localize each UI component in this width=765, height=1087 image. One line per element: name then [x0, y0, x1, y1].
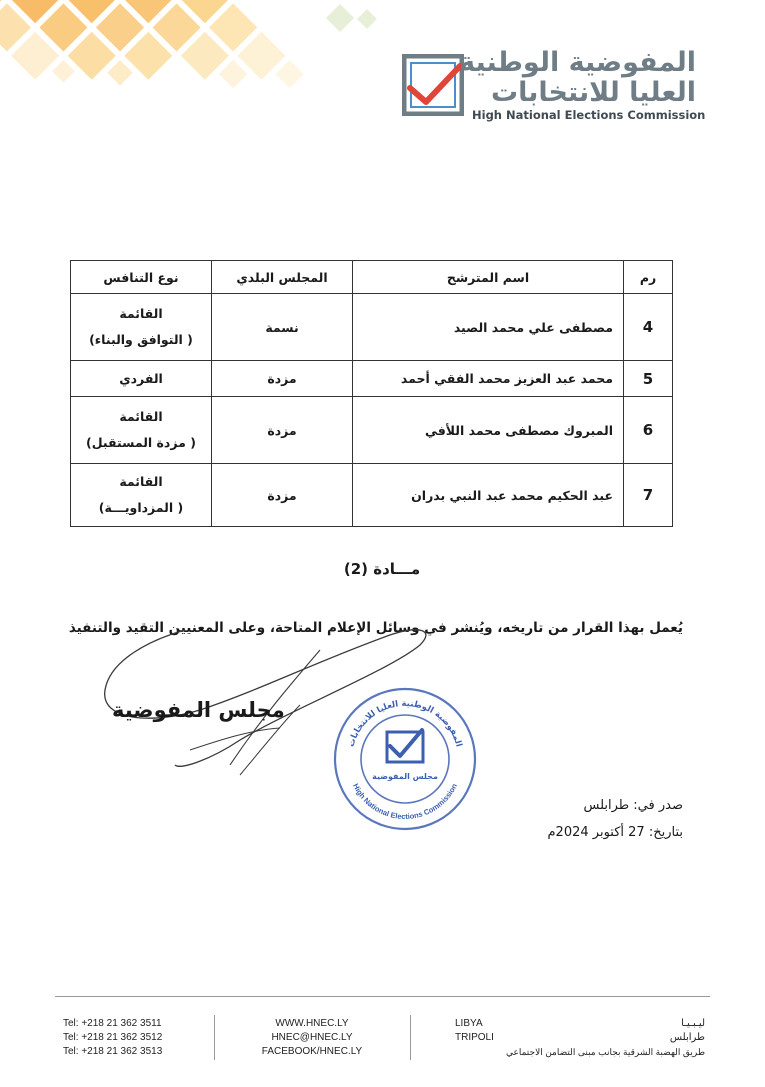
org-name-ar-line1: المفوضية الوطنية	[459, 47, 696, 78]
stamp-inner-ar: مجلس المفوضية	[372, 772, 438, 781]
footer-address-ar	[505, 1017, 705, 1059]
official-stamp	[330, 684, 480, 834]
footer-divider	[55, 996, 710, 997]
svg-text:High National Elections Commis	[351, 782, 459, 821]
table-row	[71, 397, 673, 464]
footer-phones	[63, 1017, 162, 1059]
org-name-ar-line2: العليا للانتخابات	[490, 77, 696, 108]
council-name: مزدة	[212, 397, 353, 464]
council-name: مزدة	[212, 464, 353, 527]
competition-type	[71, 397, 212, 464]
article-text: يُعمل بهذا القرار من تاريخه، ويُنشر في وسائل الإعلام المتاحة، وعلى المعنيين التقيد والتنفيذ	[68, 620, 683, 636]
competition-type-line1: القائمة	[119, 409, 163, 424]
council-name: نسمة	[212, 294, 353, 361]
header-competition-type: نوع التنافس	[71, 261, 212, 294]
competition-type-line2: ( التوافق والبناء)	[89, 332, 193, 347]
candidates-table	[70, 260, 673, 527]
competition-type-line2: ( المزداويـــة)	[98, 500, 184, 515]
hnec-logo	[402, 47, 706, 127]
stamp-ring-en: High National Elections Commission	[351, 782, 459, 822]
footer-separator	[214, 1015, 215, 1060]
website-link[interactable]: WWW.HNEC.LY	[275, 1018, 349, 1029]
email-link[interactable]: HNEC@HNEC.LY	[271, 1032, 353, 1043]
footer-web	[252, 1017, 372, 1059]
candidate-name: عبد الحكيم محمد عبد النبي بدران	[353, 464, 624, 527]
row-number: 4	[624, 294, 673, 361]
facebook-link[interactable]: FACEBOOK/HNEC.LY	[261, 1046, 363, 1057]
competition-type-line1: القائمة	[119, 474, 163, 489]
phone-2: Tel: +218 21 362 3512	[63, 1032, 163, 1043]
issued-place: صدر في: طرابلس	[583, 798, 683, 813]
competition-type-line2: ( مزدة المستقبل)	[86, 435, 196, 450]
address-country-ar: ليـبـيـا	[681, 1018, 705, 1029]
competition-type-line1: القائمة	[119, 306, 163, 321]
address-street-ar: طريق الهضبة الشرقية بجانب مبنى التضامن الاجتماعي	[505, 1047, 705, 1057]
row-number: 7	[624, 464, 673, 527]
council-name: مزدة	[212, 361, 353, 397]
table-row	[71, 464, 673, 527]
org-name-en: High National Elections Commission	[472, 108, 706, 122]
competition-type	[71, 464, 212, 527]
footer-address-en	[455, 1017, 494, 1045]
table-header-row	[71, 261, 673, 294]
header-council: المجلس البلدي	[212, 261, 353, 294]
issued-date: بتاريخ: 27 أكتوبر 2024م	[547, 825, 683, 840]
phone-3: Tel: +218 21 362 3513	[63, 1046, 163, 1057]
candidate-name: محمد عبد العزيز محمد الفقي أحمد	[353, 361, 624, 397]
header-number: رم	[624, 261, 673, 294]
table-row	[71, 361, 673, 397]
decorative-pattern	[0, 0, 400, 300]
competition-type	[71, 361, 212, 397]
ballot-check-icon	[402, 54, 464, 116]
issued-block	[547, 792, 683, 846]
article-title: مـــادة (2)	[343, 560, 421, 578]
address-city-ar: طرابلس	[669, 1032, 705, 1043]
candidate-name: مصطفى علي محمد الصيد	[353, 294, 624, 361]
row-number: 5	[624, 361, 673, 397]
row-number: 6	[624, 397, 673, 464]
address-city-en: TRIPOLI	[455, 1032, 494, 1043]
header-candidate-name: اسم المترشح	[353, 261, 624, 294]
footer-separator	[410, 1015, 411, 1060]
table-row	[71, 294, 673, 361]
phone-1: Tel: +218 21 362 3511	[63, 1018, 162, 1029]
competition-type	[71, 294, 212, 361]
competition-type-line1: الفردي	[119, 370, 163, 386]
commission-council-label: مجلس المفوضية	[112, 698, 285, 722]
address-country-en: LIBYA	[455, 1018, 483, 1029]
candidate-name: المبروك مصطفى محمد اللأفي	[353, 397, 624, 464]
stamp-ring-ar: المفوضية الوطنية العليا للانتخابات	[346, 698, 464, 749]
svg-text:المفوضية الوطنية العليا للانتخ	[346, 699, 463, 748]
